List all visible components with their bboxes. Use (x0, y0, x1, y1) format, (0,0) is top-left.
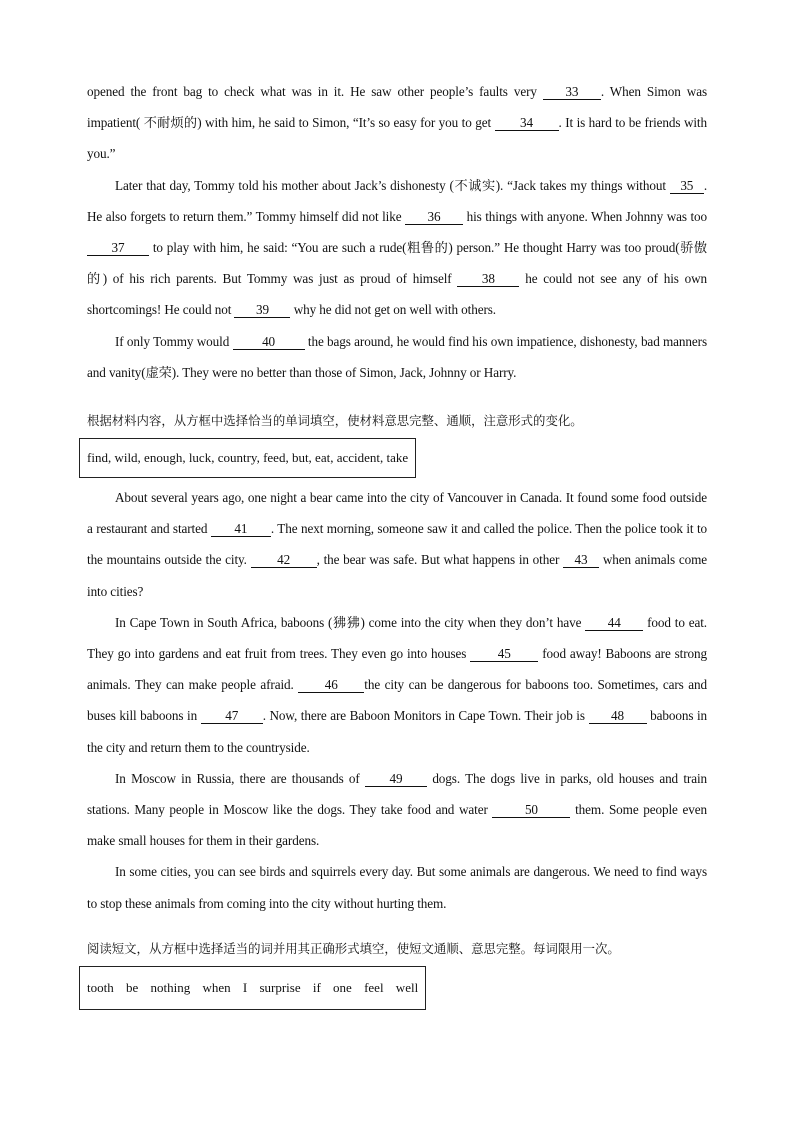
text: food away! Baboons are strong animals. They can make people afraid. (87, 646, 708, 693)
text: . The next morning, someone saw it and called the police. Then the police took it to the mountains outside the city. (87, 521, 707, 568)
text: In Moscow in Russia, there are thousands of (115, 770, 360, 786)
text: why he did not get on well with others. (293, 302, 496, 318)
text: he could not see any of his own shortcomings! He could not (87, 271, 708, 318)
text: the bags around, he would find his own impatience, dishonesty, bad manners and vanity(虚荣). They were no better than those of Simon, Jack, Johnny or Harry. (87, 333, 707, 380)
section-gap (87, 388, 707, 405)
text: In Cape Town in South Africa, baboons (狒狒) come into the city when they don’t have (115, 614, 582, 630)
text: opened the front bag to check what was in it. He saw other people’s faults very (87, 84, 537, 99)
passage1-paragraph-3 (87, 326, 707, 388)
blank-49[interactable]: 49 (365, 772, 427, 787)
blank-36[interactable]: 36 (405, 210, 463, 225)
text: , the bear was safe. But what happens in other (316, 552, 560, 568)
section3-word-box: tooth be nothing when I surprise if one feel well (79, 966, 426, 1010)
blank-41[interactable]: 41 (211, 522, 271, 537)
text: dogs. The dogs live in parks, old houses and train stations. Many people in Moscow like the dogs. They take food and water (87, 770, 708, 818)
text: baboons in the city and return them to the countryside. (87, 708, 708, 755)
blank-38[interactable]: 38 (457, 272, 519, 287)
text: . Now, there are Baboon Monitors in Cape Town. Their job is (262, 708, 585, 724)
passage1-paragraph-2 (87, 170, 707, 326)
text: them. Some people even make small houses for them in their gardens. (87, 802, 707, 849)
text: when animals come into cities? (87, 552, 708, 599)
section2-paragraph-1 (87, 482, 707, 607)
blank-48[interactable]: 48 (589, 709, 647, 724)
section2-paragraph-4 (87, 856, 707, 918)
blank-50[interactable]: 50 (492, 803, 570, 818)
blank-37[interactable]: 37 (87, 241, 149, 256)
text: . It is hard to be friends with you.” (87, 115, 707, 162)
blank-46[interactable]: 46 (298, 678, 364, 693)
text: . He also forgets to return them.” Tommy himself did not like (87, 177, 708, 224)
text: . When Simon was impatient( 不耐烦的) with him, he said to Simon, “It’s so easy for you to get (87, 84, 707, 131)
section2-paragraph-2 (87, 607, 707, 763)
blank-40[interactable]: 40 (233, 335, 305, 350)
section2-paragraph-3 (87, 763, 707, 857)
text: his things with anyone. When Johnny was too (466, 208, 708, 224)
text: food to eat. They go into gardens and eat fruit from trees. They even go into houses (87, 614, 707, 662)
section3-instruction: 阅读短文，从方框中选择适当的词并用其正确形式填空，使短文通顺、意思完整。每词限用一次。 (87, 940, 620, 956)
text: If only Tommy would (115, 333, 230, 349)
blank-47[interactable]: 47 (201, 709, 263, 724)
blank-35[interactable]: 35 (670, 179, 704, 194)
blank-43[interactable]: 43 (563, 553, 599, 568)
blank-42[interactable]: 42 (251, 553, 317, 568)
text: to play with him, he said: “You are such a rude(粗鲁的) person.” He thought Harry was too proud(骄傲的) of his rich parents. But Tommy was just as proud of himself (87, 240, 707, 287)
section2-instruction: 根据材料内容，从方框中选择恰当的单词填空，使材料意思完整、通顺，注意形式的变化。 (87, 413, 583, 429)
text: the city can be dangerous for baboons too. Sometimes, cars and buses kill baboons in (87, 677, 708, 724)
text: About several years ago, one night a bear came into the city of Vancouver in Canada. It found some food outside a restaurant and started (87, 490, 707, 537)
blank-45[interactable]: 45 (470, 647, 538, 662)
blank-34[interactable]: 34 (495, 116, 559, 131)
blank-33[interactable]: 33 (543, 85, 601, 100)
worksheet-page (87, 76, 707, 1010)
blank-39[interactable]: 39 (234, 303, 290, 318)
section2-word-box: find, wild, enough, luck, country, feed, but, eat, accident, take (79, 438, 416, 478)
passage1-paragraph-1 (87, 76, 707, 170)
blank-44[interactable]: 44 (585, 616, 643, 631)
text: Later that day, Tommy told his mother about Jack’s dishonesty (不诚实). “Jack takes my things without (115, 177, 666, 193)
text: In some cities, you can see birds and squirrels every day. But some animals are dangerous. We need to find ways to stop these animals from coming into the city without hurting them. (87, 864, 707, 911)
section-gap (87, 919, 707, 933)
